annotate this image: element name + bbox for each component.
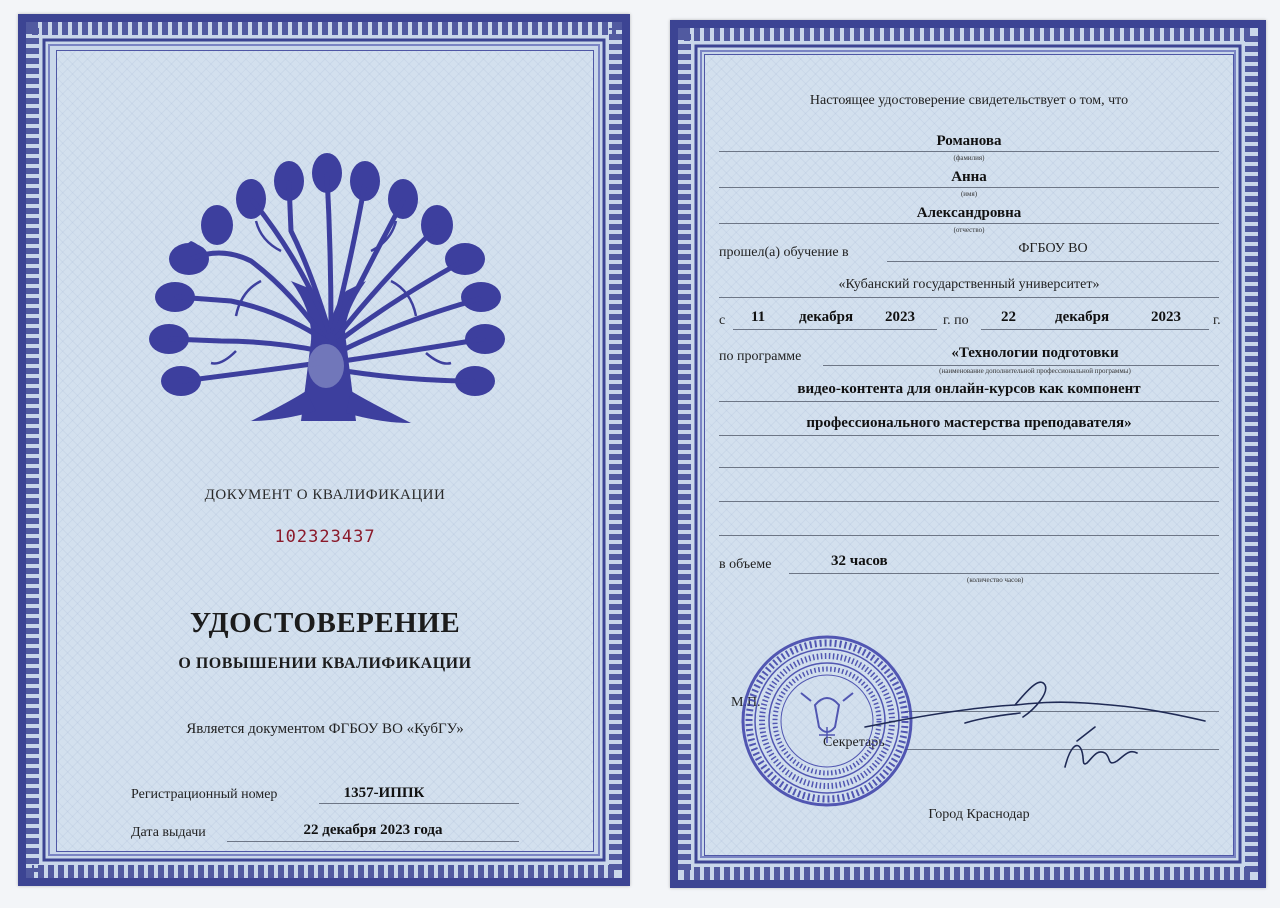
date-from-year: 2023: [885, 309, 915, 325]
details-inner-panel: [704, 54, 1234, 856]
issuer-note: Является документом ФГБОУ ВО «КубГУ»: [186, 721, 464, 737]
issue-date-underline: [227, 841, 519, 842]
patronymic-value: Александровна: [916, 205, 1022, 221]
cover-inner-panel: [56, 50, 594, 852]
certificate-cover-page: [18, 14, 630, 886]
certificate-intro: Настоящее удостоверение свидетельствует о том, что: [809, 93, 1129, 108]
program-underline-3: [719, 435, 1219, 436]
certificate-title: УДОСТОВЕРЕНИЕ: [189, 607, 461, 639]
org-underline-2: [719, 297, 1219, 298]
program-caption: (наименование дополнительной профессиональной программы): [939, 367, 1131, 375]
name-value: Анна: [951, 169, 987, 185]
program-underline-1: [823, 365, 1219, 366]
registration-number-underline: [319, 803, 519, 804]
issue-date-label: Дата выдачи: [131, 825, 206, 840]
date-to-month: декабря: [1055, 309, 1110, 325]
program-title-line-3: профессионального мастерства преподавателя»: [806, 415, 1132, 431]
patronymic-caption: (отчество): [953, 226, 985, 234]
date-to-year: 2023: [1151, 309, 1181, 325]
volume-caption: (количество часов): [967, 576, 1024, 584]
org-underline-1: [887, 261, 1219, 262]
organization-line-1: ФГБОУ ВО: [1018, 241, 1088, 256]
registration-number-value: 1357-ИППК: [343, 785, 425, 801]
organization-line-2: «Кубанский государственный университет»: [838, 277, 1100, 292]
document-type-label: ДОКУМЕНТ О КВАЛИФИКАЦИИ: [204, 487, 446, 503]
certificate-subtitle: О ПОВЫШЕНИИ КВАЛИФИКАЦИИ: [178, 655, 472, 672]
date-from-underline: [733, 329, 937, 330]
program-underline-2: [719, 401, 1219, 402]
date-to-label: г. по: [943, 313, 969, 328]
surname-value: Романова: [936, 133, 1002, 149]
surname-caption: (фамилия): [953, 154, 985, 162]
date-to-day: 22: [1001, 309, 1016, 325]
serial-number: 102323437: [274, 527, 376, 547]
study-label: прошел(а) обучение в: [719, 245, 849, 260]
seal-place-label: М.П.: [731, 695, 761, 710]
year-suffix: г.: [1213, 313, 1221, 328]
program-title-line-1: «Технологии подготовки: [951, 345, 1119, 361]
city-label: Город Краснодар: [928, 807, 1030, 822]
name-caption: (имя): [960, 190, 978, 198]
date-from-label: с: [719, 313, 726, 328]
name-underline: [719, 187, 1219, 188]
volume-value: 32 часов: [831, 553, 888, 569]
handwritten-signatures: [855, 657, 1235, 777]
certificate-details-page: [670, 20, 1266, 888]
issue-date-value: 22 декабря 2023 года: [303, 822, 443, 838]
secretary-label: Секретарь: [823, 735, 885, 750]
program-underline-6: [719, 535, 1219, 536]
volume-underline: [789, 573, 1219, 574]
program-label: по программе: [719, 349, 802, 364]
patronymic-underline: [719, 223, 1219, 224]
program-underline-4: [719, 467, 1219, 468]
date-to-underline: [981, 329, 1209, 330]
program-title-line-2: видео-контента для онлайн-курсов как компонент: [797, 381, 1141, 397]
university-tree-logo: [141, 141, 511, 431]
surname-underline: [719, 151, 1219, 152]
date-from-month: декабря: [799, 309, 854, 325]
program-underline-5: [719, 501, 1219, 502]
date-from-day: 11: [751, 309, 766, 325]
registration-number-label: Регистрационный номер: [131, 787, 278, 802]
volume-label: в объеме: [719, 557, 772, 572]
